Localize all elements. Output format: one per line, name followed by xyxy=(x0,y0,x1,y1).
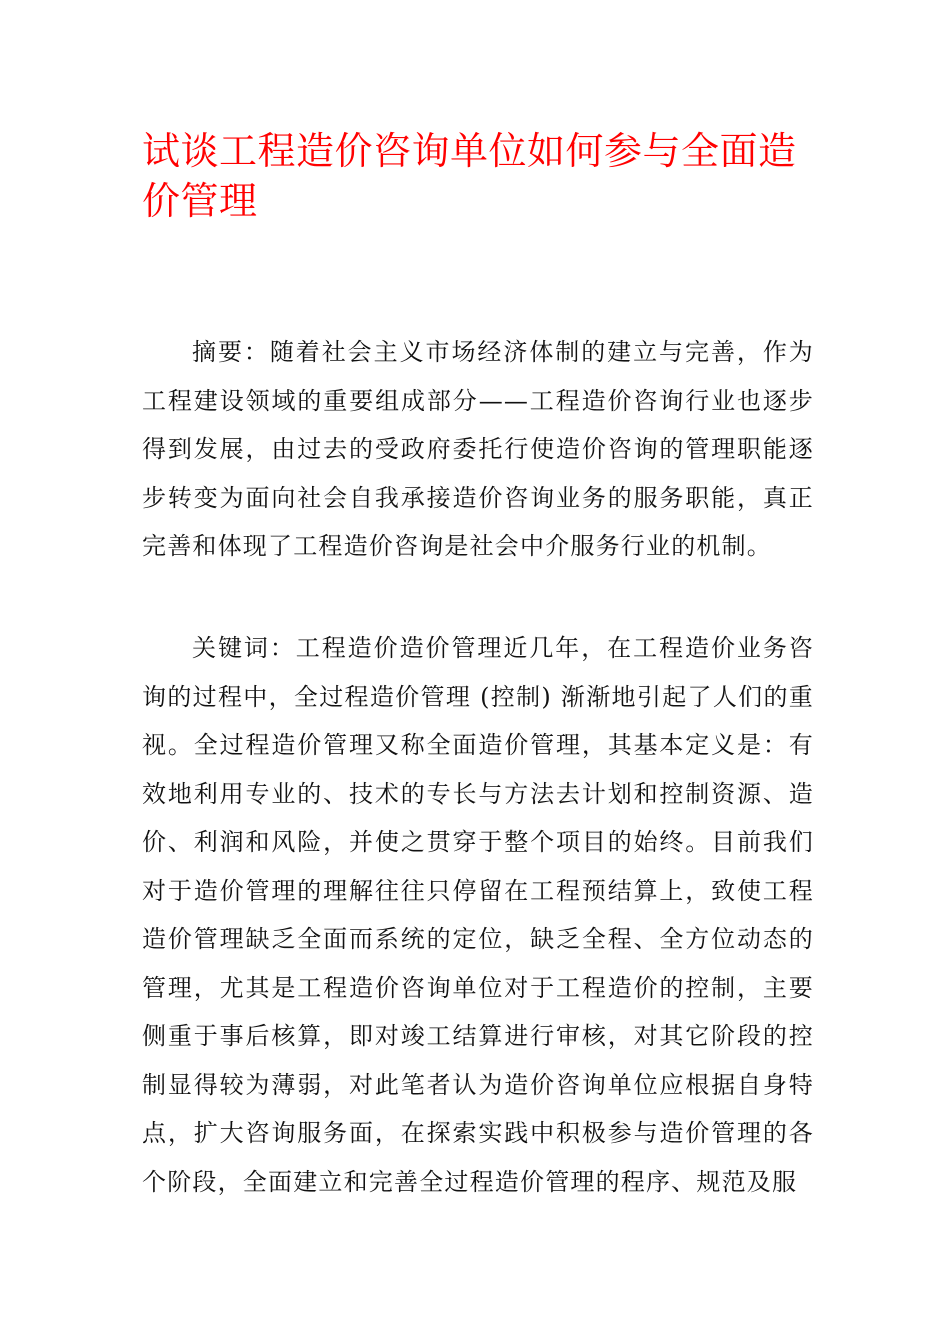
abstract-paragraph: 摘要：随着社会主义市场经济体制的建立与完善，作为工程建设领域的重要组成部分——工程造价咨询行业也逐步得到发展，由过去的受政府委托行使造价咨询的管理职能逐步转变为面向社会自我承接造价咨询业务的服务职能，真正完善和体现了工程造价咨询是社会中介服务行业的机制。 xyxy=(142,338,814,560)
keywords-paragraph: 关键词：工程造价造价管理近几年，在工程造价业务咨询的过程中，全过程造价管理 (控制) 渐渐地引起了人们的重视。全过程造价管理又称全面造价管理，其基本定义是：有效地利用专业的、技术的专长与方法去计划和控制资源、造价、利润和风险，并使之贯穿于整个项目的始终。目前我们对于造价管理的理解往往只停留在工程预结算上，致使工程造价管理缺乏全面而系统的定位，缺乏全程、全方位动态的管理，尤其是工程造价咨询单位对于工程造价的控制，主要侧重于事后核算，即对竣工结算进行审核，对其它阶段的控制显得较为薄弱，对此笔者认为造价咨询单位应根据自身特点，扩大咨询服务面，在探索实践中积极参与造价管理的各个阶段，全面建立和完善全过程造价管理的程序、规范及服 xyxy=(142,634,814,1196)
document-title: 试谈工程造价咨询单位如何参与全面造价管理 xyxy=(142,129,797,223)
